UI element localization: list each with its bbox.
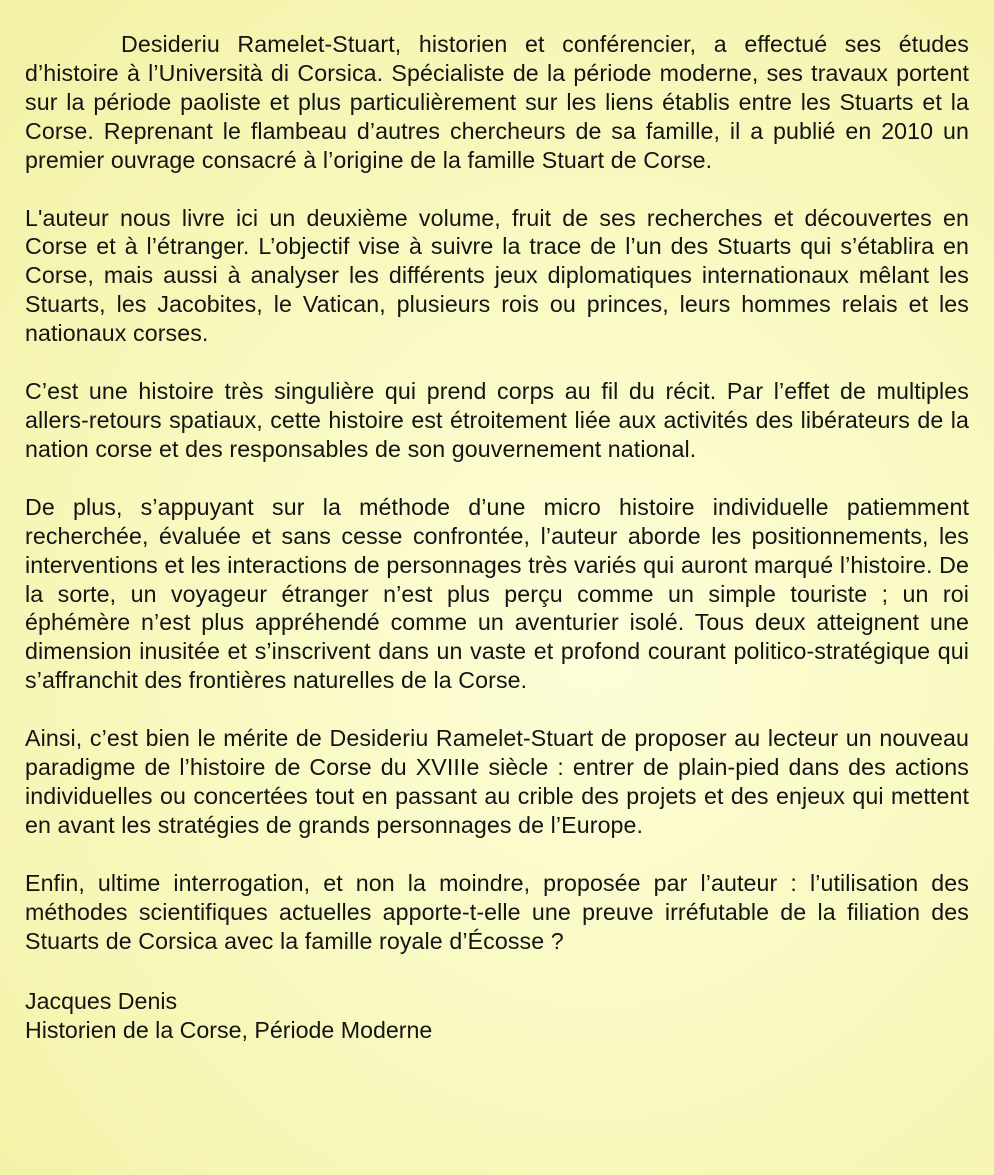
paragraph-author-bio: Desideriu Ramelet-Stuart, historien et conférencier, a effectué ses études d’histoire à l’Università di Corsica. Spécialiste de la période moderne, ses travaux portent sur la période paoliste et plus particulièrement sur les liens établis entre les Stuarts et la Corse. Reprenant le flambeau d’autres chercheurs de sa famille, il a publié en 2010 un premier ouvrage consacré à l’origine de la famille Stuart de Corse. (25, 31, 969, 173)
signature-title: Historien de la Corse, Période Moderne (25, 1017, 433, 1044)
paragraph-singular-history: C’est une histoire très singulière qui prend corps au fil du récit. Par l’effet de multiples allers-retours spatiaux, cette histoire est étroitement liée aux activités des libérateurs de la nation corse et des responsables de son gouvernement national. (25, 378, 969, 462)
paragraph-micro-history: De plus, s’appuyant sur la méthode d’une micro histoire individuelle patiemment recherchée, évaluée et sans cesse confrontée, l’auteur aborde les positionnements, les interventions et les interactions de personnages très variés qui auront marqué l’histoire. De la sorte, un voyageur étranger n’est plus perçu comme un simple touriste ; un roi éphémère n’est plus appréhendé comme un aventurier isolé. Tous deux atteignent une dimension inusitée et s’inscrivent dans un vaste et profond courant politico-stratégique qui s’affranchit des frontières naturelles de la Corse. (25, 493, 969, 694)
signature-name: Jacques Denis (25, 988, 178, 1015)
paragraph-final-question: Enfin, ultime interrogation, et non la moindre, proposée par l’auteur : l’utilisation des méthodes scientifiques actuelles apporte-t-elle une preuve irréfutable de la filiation des Stuarts de Corsica avec la famille royale d’Écosse ? (25, 869, 969, 954)
paragraph-second-volume: L'auteur nous livre ici un deuxième volume, fruit de ses recherches et découvertes en Corse et à l’étranger. L’objectif vise à suivre la trace de l’un des Stuarts qui s’établira en Corse, mais aussi à analyser les différents jeux diplomatiques internationaux mêlant les Stuarts, les Jacobites, le Vatican, plusieurs rois ou princes, leurs hommes relais et les nationaux corses. (25, 204, 969, 347)
signature-block (25, 987, 969, 1045)
paragraph-new-paradigm: Ainsi, c’est bien le mérite de Desideriu Ramelet-Stuart de proposer au lecteur un nouveau paradigme de l’histoire de Corse du XVIIIe siècle : entrer de plain-pied dans des actions individuelles ou concertées tout en passant au crible des projets et des enjeux qui mettent en avant les stratégies de grands personnages de l’Europe. (25, 725, 969, 838)
back-cover-text (25, 30, 969, 1045)
